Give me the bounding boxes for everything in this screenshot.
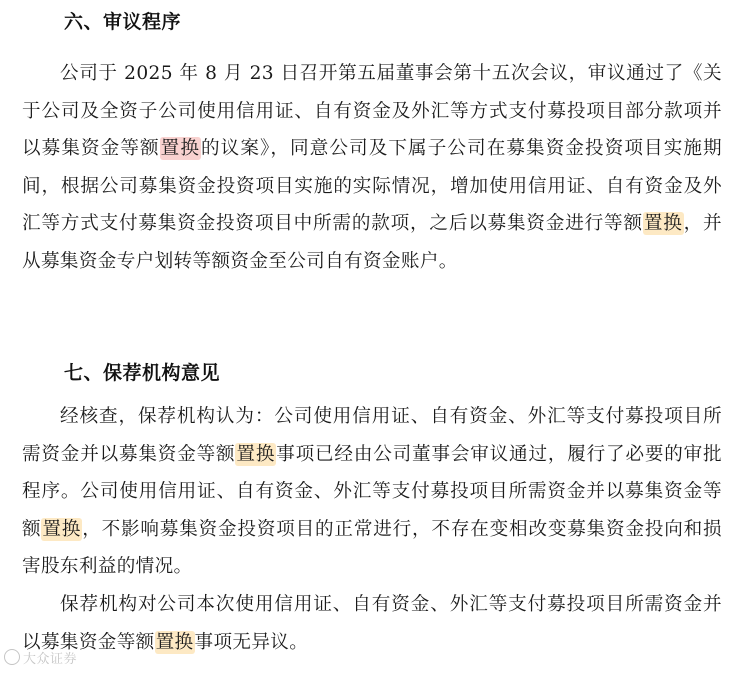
text-run: 公司于 2025 年 8 月 23 日召开第五届董事会第十五次会议，审议通过了《关于公司及全资子公司使用信用证、自有资金及外汇等方式支付募投项目部分款项并以募集资金等额 [22, 63, 722, 159]
paragraph [22, 398, 722, 586]
text-run: 经核查，保荐机构认为：公司使用信用证、自有资金、外汇等支付募投项目所需资金并以募集资金等额 [22, 406, 722, 465]
highlighted-term: 置换 [155, 631, 194, 653]
watermark-text: 大众证券 [23, 652, 78, 667]
section-heading: 六、审议程序 [64, 11, 182, 33]
highlighted-term: 置换 [42, 518, 82, 540]
watermark [4, 648, 77, 667]
logo-circle-icon [4, 649, 20, 665]
highlighted-term-active: 置换 [160, 138, 201, 159]
paragraph [22, 55, 722, 280]
paragraph [22, 586, 722, 661]
highlighted-term: 置换 [236, 443, 276, 465]
text-run: ，并从募集资金专户划转等额资金至公司自有资金账户。 [22, 213, 723, 272]
text-run: 的议案》，同意公司及下属子公司在募集资金投资项目实施期间，根据公司募集资金投资项目实施的实际情况，增加使用信用证、自有资金及外汇等方式支付募集资金投资项目中所需的款项，之后以募集资金进行等额 [22, 138, 723, 234]
text-run: ，不影响募集资金投资项目的正常进行，不存在变相改变募集资金投向和损害股东利益的情况。 [22, 518, 722, 577]
section-heading: 七、保荐机构意见 [64, 362, 221, 384]
text-run: 事项无异议。 [194, 631, 309, 653]
text-run: 事项已经由公司董事会审议通过，履行了必要的审批程序。公司使用信用证、自有资金、外汇等支付募投项目所需资金并以募集资金等额 [22, 443, 722, 540]
highlighted-term: 置换 [643, 213, 683, 234]
text-run: 保荐机构对公司本次使用信用证、自有资金、外汇等支付募投项目所需资金并以募集资金等额 [22, 594, 722, 653]
